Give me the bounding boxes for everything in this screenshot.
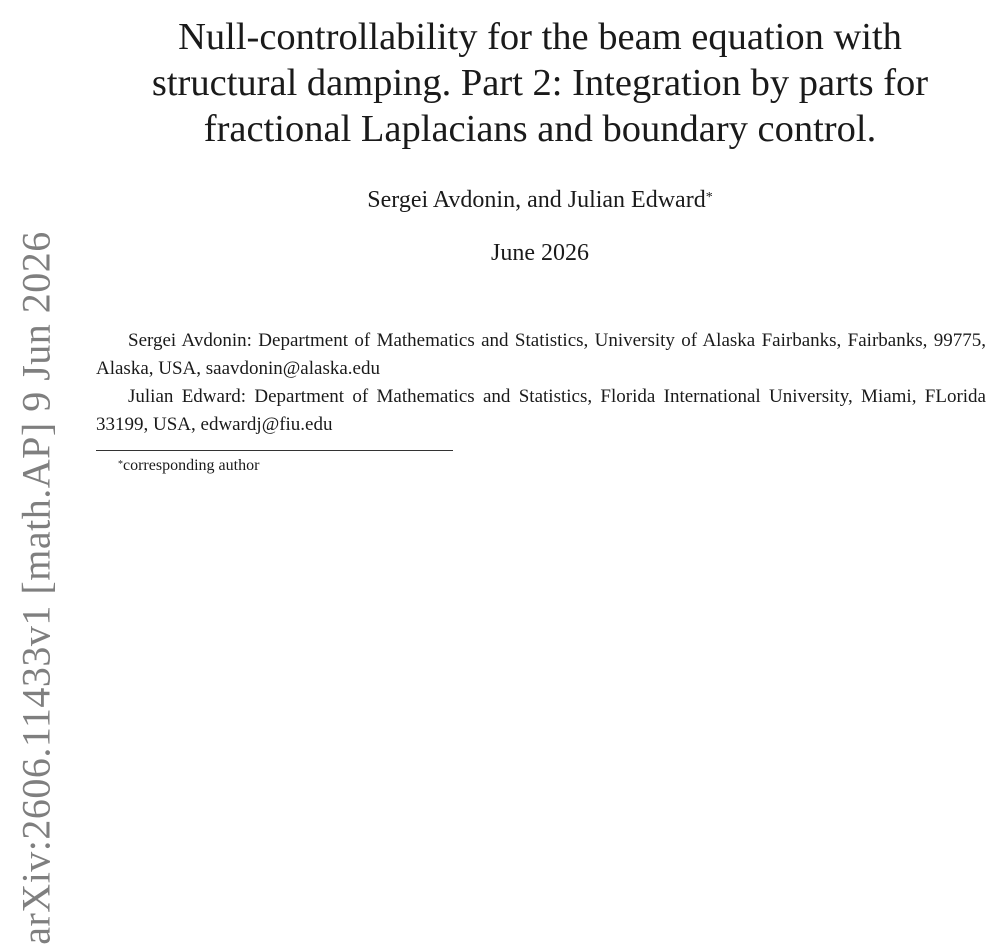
title-line-2: structural damping. Part 2: Integration by parts for [151, 62, 929, 104]
publication-date: June 2026 [491, 240, 589, 266]
footnote-divider [96, 450, 453, 451]
author-list [100, 185, 980, 215]
corresponding-author-marker: * [705, 190, 713, 205]
arxiv-sidebar [0, 0, 60, 947]
paper-title [100, 14, 980, 152]
footnote-marker: * [118, 459, 123, 470]
affiliations-block [96, 327, 986, 439]
title-line-1: Null-controllability for the beam equation with [178, 16, 902, 58]
arxiv-identifier: arXiv:2606.11433v1 [math.AP] 9 Jun 2026 [13, 231, 59, 945]
affiliation-edward: Julian Edward: Department of Mathematics and Statistics, Florida International University, Miami, FLorida 33199, USA, edwardj@fiu.edu [96, 386, 986, 435]
title-line-3: fractional Laplacians and boundary control. [203, 108, 877, 150]
affiliation-avdonin: Sergei Avdonin: Department of Mathematics and Statistics, University of Alaska Fairbanks, Fairbanks, 99775, Alaska, USA, saavdonin@alaska.edu [96, 330, 986, 379]
author-names: Sergei Avdonin, and Julian Edward [367, 187, 706, 213]
footnote [118, 455, 259, 477]
footnote-text: corresponding author [123, 457, 260, 474]
